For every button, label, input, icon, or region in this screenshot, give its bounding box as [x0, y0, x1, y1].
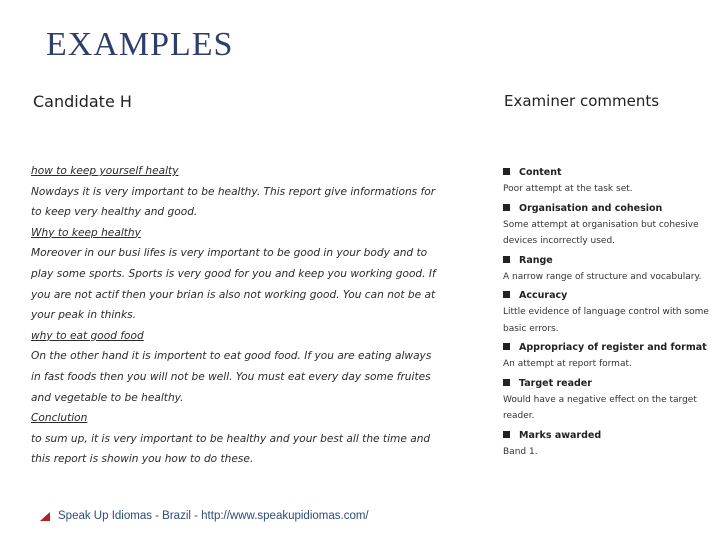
square-bullet-icon: [503, 256, 510, 263]
criterion: [503, 428, 713, 461]
criterion-comment: Would have a negative effect on the target reader.: [503, 394, 697, 421]
criterion-comment: Little evidence of language control with some basic errors.: [503, 307, 709, 334]
criterion-name: Appropriacy of register and format: [519, 342, 707, 353]
criterion-name: Target reader: [519, 377, 592, 389]
square-bullet-icon: [503, 431, 510, 438]
square-bullet-icon: [503, 291, 510, 298]
answer-heading: Why to keep healthy: [31, 226, 141, 239]
candidate-panel: [31, 92, 476, 470]
criterion-comment: A narrow range of structure and vocabulary.: [503, 271, 702, 282]
criterion-comment: Poor attempt at the task set.: [503, 184, 633, 194]
criterion-name: Organisation and cohesion: [519, 202, 663, 214]
answer-line: to keep very healthy and good.: [31, 206, 198, 219]
footer-text[interactable]: Speak Up Idiomas - Brazil - http://www.speakupidiomas.com/: [58, 510, 369, 522]
candidate-answer-text: [31, 161, 476, 470]
criterion-heading: [503, 376, 713, 392]
criterion: [503, 340, 713, 373]
criterion-heading: [503, 428, 713, 444]
answer-line: your peak in thinks.: [31, 309, 136, 322]
criterion-name: Marks awarded: [519, 429, 602, 441]
criterion-heading: [503, 165, 713, 181]
examiner-title: Examiner comments: [504, 92, 660, 110]
criterion-name: Range: [519, 254, 553, 266]
answer-heading: Conclution: [31, 412, 88, 425]
answer-line: and vegetable to be healthy.: [31, 391, 184, 404]
criterion-heading: [503, 253, 713, 269]
answer-line: to sum up, it is very important to be healthy and your best all the time and: [31, 432, 431, 445]
criterion-name: Content: [519, 167, 562, 178]
criterion-heading: [503, 201, 713, 217]
footer: [40, 510, 369, 522]
criterion: [503, 288, 713, 337]
criterion-heading: [503, 340, 713, 356]
square-bullet-icon: [503, 204, 510, 211]
criterion-name: Accuracy: [519, 290, 568, 301]
answer-line: this report is showin you how to do these.: [31, 453, 254, 466]
criterion: [503, 253, 713, 286]
answer-line: you are not actif then your brian is also not working good. You can not be at: [31, 288, 436, 301]
answer-heading: how to keep yourself healty: [31, 165, 179, 177]
bullet-triangle-icon: [40, 512, 50, 521]
criterion-heading: [503, 288, 713, 304]
examiner-panel: [503, 92, 713, 463]
square-bullet-icon: [503, 379, 510, 386]
criterion: [503, 165, 713, 198]
answer-line: play some sports. Sports is very good for you and keep you working good. If: [31, 267, 436, 280]
candidate-title: Candidate H: [33, 92, 132, 111]
criterion: [503, 201, 713, 250]
answer-heading: why to eat good food: [31, 329, 144, 342]
criterion-comment: Some attempt at organisation but cohesive devices incorrectly used.: [503, 219, 699, 246]
answer-line: in fast foods then you will not be well. You must eat every day some fruites: [31, 370, 431, 383]
square-bullet-icon: [503, 343, 510, 350]
criterion-comment: Band 1.: [503, 446, 538, 457]
slide-title: EXAMPLES: [46, 26, 234, 63]
criterion: [503, 376, 713, 425]
square-bullet-icon: [503, 168, 510, 175]
answer-line: On the other hand it is importent to eat good food. If you are eating always: [31, 350, 432, 363]
criterion-comment: An attempt at report format.: [503, 359, 632, 369]
criteria-list: [503, 165, 713, 460]
answer-line: Nowdays it is very important to be healthy. This report give informations for: [31, 185, 436, 198]
answer-line: Moreover in our busi lifes is very important to be good in your body and to: [31, 247, 428, 260]
